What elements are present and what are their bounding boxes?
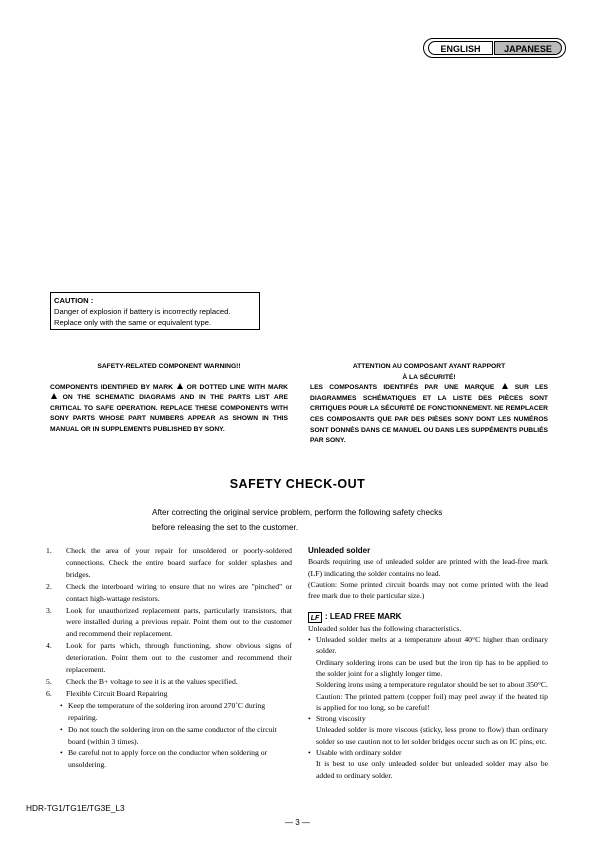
bullet-text: Be careful not to apply force on the conductor when soldering or unsoldering. [68,748,268,770]
step-item [46,545,292,581]
warning-text: OR DOTTED LINE WITH MARK [186,383,289,391]
step-text: Check the area of your repair for unsoldered or poorly-soldered connections. Check the entire board surface for solder splashes and bridges. [66,546,292,579]
bullet-icon: • [308,714,311,724]
warning-triangle-icon [177,383,183,389]
unleaded-solder-section [308,545,548,781]
warning-text: COMPONENTS IDENTIFIED BY MARK [50,383,173,391]
step-text: Look for unauthorized replacement parts, particularly transistors, that were installed during a previous repair. Point them out to the customer and recommend their replacement. [66,605,292,639]
bullet-detail: Caution: The printed pattern (copper foil) may peel away if the heated tip is applied for too long, so be careful! [316,691,548,712]
warning-body [310,383,548,447]
step-item [46,581,292,605]
model-number: HDR-TG1/TG1E/TG3E_L3 [26,803,125,813]
step-number: 4. [46,641,52,651]
bullet-detail: Ordinary soldering irons can be used but the iron tip has to be applied to the solder joint for a slightly longer time. [316,657,548,678]
step-number: 2. [46,581,52,591]
bullet-text: Usable with ordinary solder [316,748,402,758]
bullet-icon: • [60,700,63,710]
unleaded-paragraph: Boards requiring use of unleaded solder are printed with the lead-free mark (LF) indicating the solder contains no lead. [308,557,548,578]
bullet-text: Do not touch the soldering iron on the same conductor of the circuit board (within 3 times). [68,724,277,746]
bullet-detail: Unleaded solder is more viscous (sticky, less prone to flow) than ordinary solder so use caution not to let solder bridges occur such as on IC pins, etc. [316,725,548,746]
step-item [46,640,292,676]
step-text: Check the interboard wiring to ensure that no wires are "pinched" or contact high-wattage resistors. [66,581,292,603]
step-number: 6. [46,688,52,698]
bullet-icon: • [60,724,63,734]
step-bullet [46,700,292,724]
bullet-detail: Soldering irons using a temperature regulator should be set to about 350°C. [316,680,548,690]
checkout-steps [46,545,292,771]
caution-box [50,292,260,330]
warning-triangle-icon [502,383,508,389]
unleaded-paragraph: (Caution: Some printed circuit boards may not come printed with the lead free mark due to their particular size.) [308,579,548,601]
section-title: SAFETY CHECK-OUT [229,477,366,491]
step-text: Check the B+ voltage to see it is at the values specified. [66,676,238,686]
unleaded-heading: Unleaded solder [308,546,371,555]
caution-line: Replace only with the same or equivalent type. [54,318,212,327]
bullet-text: Keep the temperature of the soldering iron around 270˚C during repairing. [68,700,266,722]
warning-text: LES COMPOSANTS IDENTIFÉS PAR UNE MARQUE [310,384,495,392]
page-number: — 3 — [285,818,310,827]
lead-free-icon: LF [308,612,322,623]
caution-line: Danger of explosion if battery is incorrectly replaced. [54,307,231,316]
lead-free-intro: Unleaded solder has the following characteristics. [308,623,462,633]
characteristic-item [308,713,548,747]
bullet-detail: It is best to use only unleaded solder but unleaded solder may also be added to ordinary solder. [316,759,548,780]
language-tabs [423,38,566,58]
step-item [46,605,292,641]
bullet-icon: • [308,748,311,758]
safety-warning-english [50,362,288,436]
warning-body [50,383,288,436]
characteristic-item [308,747,548,781]
caution-title: CAUTION : [54,296,94,305]
step-item [46,676,292,688]
warning-text: ON THE SCHEMATIC DIAGRAMS AND IN THE PARTS LIST ARE CRITICAL TO SAFE OPERATION. REPLACE THESE COMPONENTS WITH SONY PARTS WHOSE PART NUMBERS APPEAR AS SHOWN IN THIS MANUAL OR IN SUPPLEMENTS PUBLISHED BY SONY. [50,394,289,433]
step-text: Look for parts which, through functioning, show obvious signs of deterioration. Point them out to the customer and recommend their replacement. [66,641,292,675]
step-text: Flexible Circuit Board Repairing [66,688,168,698]
warning-title: SAFETY-RELATED COMPONENT WARNING!! [97,363,241,370]
tab-english[interactable]: ENGLISH [428,41,493,55]
intro-text: After correcting the original service problem, perform the following safety checks before releasing the set to the customer. [152,508,443,532]
bullet-text: Strong viscosity [316,714,366,724]
warning-title: ATTENTION AU COMPOSANT AYANT RAPPORT [352,363,506,370]
warning-title: À LA SÉCURITÉ! [402,373,456,381]
safety-warning-french [310,362,548,447]
bullet-text: Unleaded solder melts at a temperature about 40°C higher than ordinary solder. [316,635,548,656]
tab-japanese[interactable]: JAPANESE [494,41,562,55]
bullet-icon: • [60,748,63,758]
lead-free-title: : LEAD FREE MARK [325,612,402,622]
warning-text: SUR LES DIAGRAMMES SCHÉMATIQUES ET LA LISTE DES PIÈCES SONT CRITIQUES POUR LA SÉCURITÉ DE FONCTIONNEMENT. NE REMPLACER CES COMPOSANTS QUE PAR DES PIÈSES SONY DONT LES NUMÉROS SONT DONNÉS DANS CE MANUEL OU DANS LES SUPPÉMENTS PUBLIÉS PAR SONY. [310,384,549,445]
step-bullet [46,747,292,771]
lead-free-mark-heading [308,611,548,622]
bullet-icon: • [308,635,311,645]
step-number: 5. [46,676,52,686]
step-bullet [46,724,292,748]
step-number: 1. [46,546,52,555]
warning-triangle-icon [51,393,57,399]
step-item [46,688,292,700]
step-number: 3. [46,605,52,615]
characteristic-item [308,634,548,713]
